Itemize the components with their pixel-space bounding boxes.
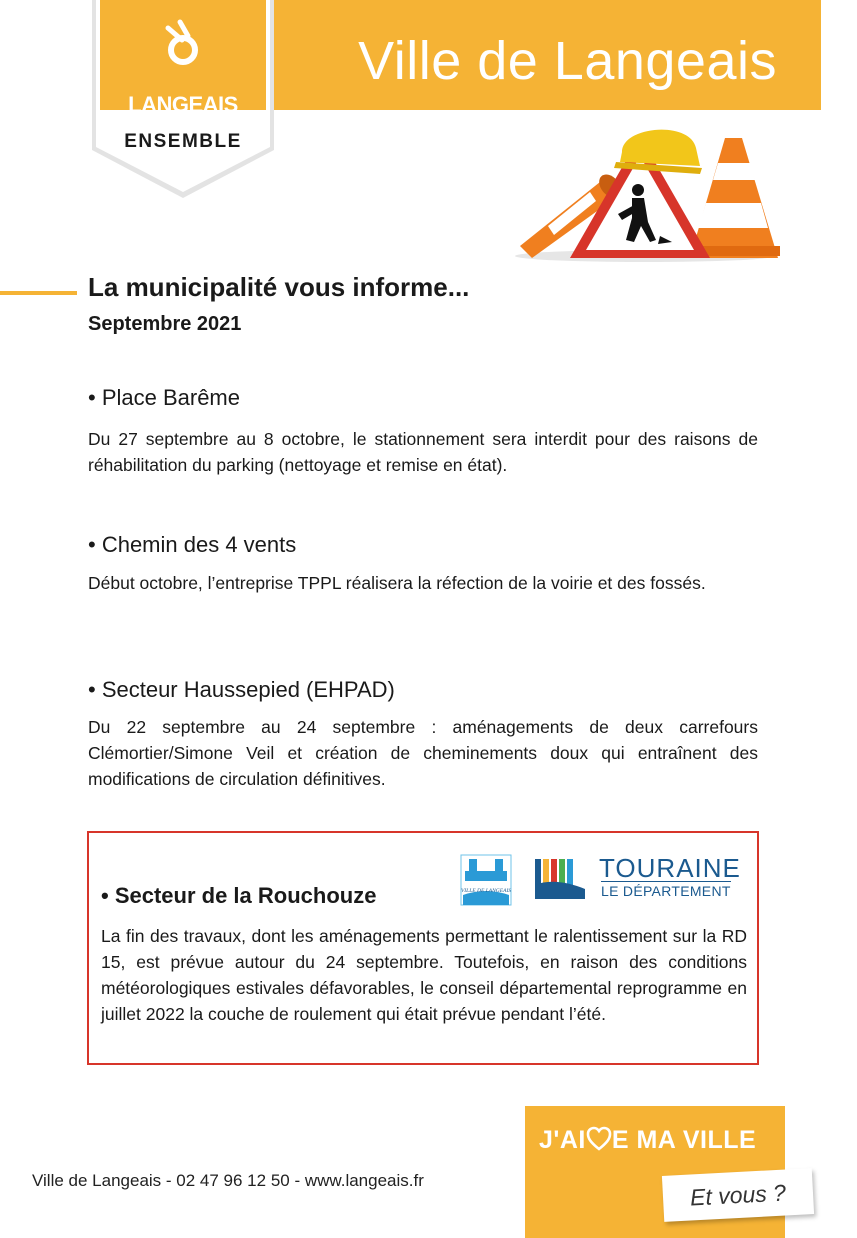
city-title: Ville de Langeais <box>358 31 777 91</box>
slogan <box>539 1126 756 1155</box>
section-title-rouchouze: • Secteur de la Rouchouze <box>101 883 377 908</box>
touraine-department-mark <box>535 859 585 899</box>
section-text-haussepied: Du 22 septembre au 24 septembre : aménagements de deux carrefours Clémortier/Simone Veil et création de cheminements doux qui entraînent des modifications de circulation définitives. <box>88 717 758 789</box>
slogan-part1: J'AI <box>539 1126 586 1154</box>
section-text-place-bareme: Du 27 septembre au 8 octobre, le stationnement sera interdit pour des raisons de réhabilitation du parking (nettoyage et remise en état). <box>88 429 758 475</box>
section-title-chemin-4-vents: • Chemin des 4 vents <box>88 532 297 557</box>
rouchouze-highlight-box <box>87 831 759 1065</box>
logo-line-ensemble: ENSEMBLE <box>124 131 242 152</box>
touraine-logo-sub: LE DÉPARTEMENT <box>601 883 731 899</box>
slogan-part2: E MA VILLE <box>611 1126 757 1154</box>
footer-contact: Ville de Langeais - 02 47 96 12 50 - www.langeais.fr <box>32 1171 424 1190</box>
slogan-question: Et vous ? <box>662 1168 814 1222</box>
svg-text:VILLE DE LANGEAIS: VILLE DE LANGEAIS <box>460 888 512 894</box>
roadwork-illustration <box>510 118 780 263</box>
section-title-place-bareme: • Place Barême <box>88 385 240 410</box>
logo-line-langeais: LANGEAIS <box>128 92 238 117</box>
section-title-haussepied: • Secteur Haussepied (EHPAD) <box>88 677 395 702</box>
section-text-rouchouze: La fin des travaux, dont les aménagements permettant le ralentissement sur la RD 15, est prévue autour du 24 septembre. Toutefois, en raison des conditions météorologiques estivales défavorables, le conseil départemental reprogramme en juillet 2022 la couche de roulement qui était prévue pendant l’été. <box>101 926 747 1024</box>
heart-icon <box>586 1126 612 1152</box>
section-text-chemin-4-vents: Début octobre, l’entreprise TPPL réalisera la réfection de la voirie et des fossés. <box>88 573 706 593</box>
heading-accent-line <box>0 291 77 295</box>
page-date: Septembre 2021 <box>88 313 242 335</box>
slogan-box <box>525 1106 785 1238</box>
touraine-logo-name: TOURAINE <box>599 853 741 883</box>
header-banner <box>270 0 821 110</box>
page-heading: La municipalité vous informe... <box>88 272 470 302</box>
ville-de-langeais-logo <box>459 851 513 909</box>
